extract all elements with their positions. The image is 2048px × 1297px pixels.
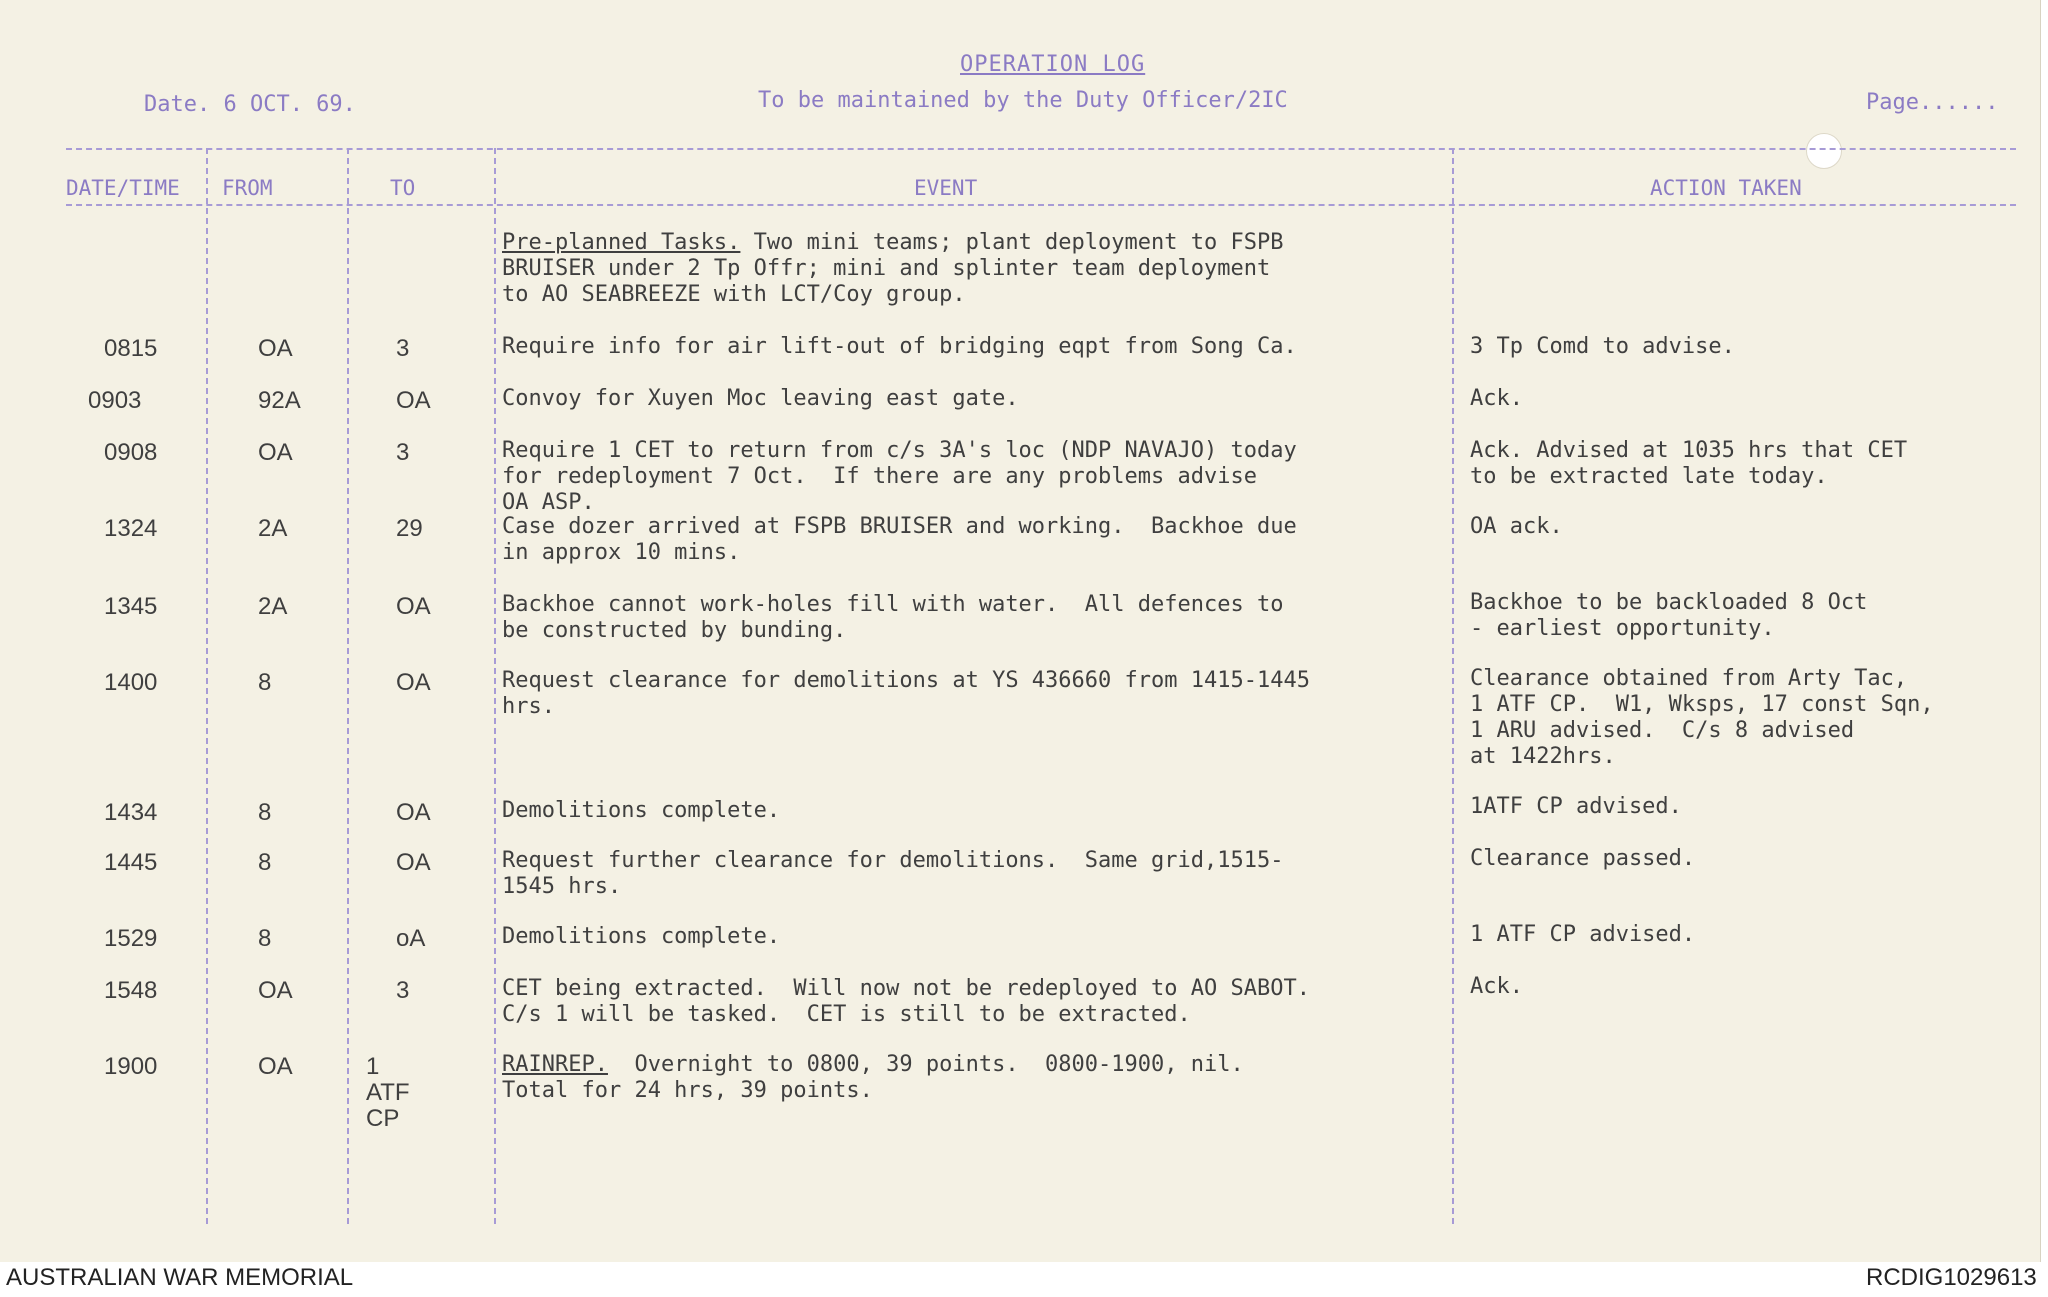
table-top-rule (66, 148, 2016, 150)
row-time: 1434 (104, 799, 158, 826)
col-divider-event (494, 148, 496, 1224)
row-event: Request clearance for demolitions at YS 436660 from 1415-1445 hrs. (502, 668, 1310, 719)
row-action: 1 ATF CP advised. (1470, 922, 1696, 947)
row-action: OA ack. (1470, 514, 1563, 539)
row-from: 8 (258, 849, 272, 876)
row-to: OA (396, 849, 431, 876)
header-from: FROM (222, 176, 273, 200)
row-from: 8 (258, 925, 272, 952)
row-action: Clearance passed. (1470, 846, 1696, 871)
event-heading: Pre-planned Tasks. (502, 230, 741, 255)
row-time: 1548 (104, 977, 158, 1004)
header-to: TO (390, 176, 416, 200)
col-divider-to (347, 148, 349, 1224)
row-to: oA (396, 925, 426, 952)
row-time: 1400 (104, 669, 158, 696)
row-time: 1900 (104, 1053, 158, 1080)
col-divider-from (206, 148, 208, 1224)
row-to: 3 (396, 439, 410, 466)
row-time: 0908 (104, 439, 158, 466)
row-from: OA (258, 1053, 293, 1080)
col-divider-action (1452, 148, 1454, 1224)
header-event: EVENT (914, 176, 978, 200)
row-to: OA (396, 669, 431, 696)
row-time: 1445 (104, 849, 158, 876)
row-to: 29 (396, 515, 423, 542)
row-from: 8 (258, 669, 272, 696)
row-to: 1 ATF CP (366, 1053, 410, 1132)
row-time: 1345 (104, 593, 158, 620)
row-event: Convoy for Xuyen Moc leaving east gate. (502, 386, 1019, 411)
row-event: Require info for air lift-out of bridging eqpt from Song Ca. (502, 334, 1297, 359)
row-action: Clearance obtained from Arty Tac, 1 ATF CP. W1, Wksps, 17 const Sqn, 1 ARU advised. C/s 8 advised at 1422hrs. (1470, 666, 1934, 769)
row-event (502, 1052, 1244, 1104)
row-to: OA (396, 799, 431, 826)
log-subtitle: To be maintained by the Duty Officer/2IC (758, 88, 1288, 113)
table-header-rule (66, 204, 2016, 206)
header-datetime: DATE/TIME (66, 176, 180, 200)
row-event: Backhoe cannot work-holes fill with water. All defences to be constructed by bunding. (502, 592, 1284, 643)
row-event: Require 1 CET to return from c/s 3A's loc (NDP NAVAJO) today for redeployment 7 Oct. If there are any problems advise OA ASP. (502, 438, 1297, 515)
row-action: Ack. Advised at 1035 hrs that CET to be extracted late today. (1470, 438, 1908, 489)
row-event: CET being extracted. Will now not be redeployed to AO SABOT. C/s 1 will be tasked. CET is still to be extracted. (502, 976, 1310, 1027)
row-from: OA (258, 335, 293, 362)
row-from: 8 (258, 799, 272, 826)
header-action: ACTION TAKEN (1650, 176, 1802, 200)
row-from: OA (258, 439, 293, 466)
row-time: 1529 (104, 925, 158, 952)
log-title: OPERATION LOG (960, 52, 1146, 77)
row-action: 3 Tp Comd to advise. (1470, 334, 1735, 359)
row-action: Backhoe to be backloaded 8 Oct - earliest opportunity. (1470, 590, 1868, 641)
row-event: Case dozer arrived at FSPB BRUISER and working. Backhoe due in approx 10 mins. (502, 514, 1297, 565)
row-from: 2A (258, 515, 288, 542)
table-row-event (502, 230, 1283, 308)
event-text: Two mini teams; plant deployment to FSPB BRUISER under 2 Tp Offr; mini and splinter team deployment to AO SEABREEZE with LCT/Coy group. (502, 230, 1284, 307)
row-action: 1ATF CP advised. (1470, 794, 1682, 819)
row-time: 1324 (104, 515, 158, 542)
punch-hole (1806, 133, 1842, 169)
row-event: Request further clearance for demolitions. Same grid,1515- 1545 hrs. (502, 848, 1284, 899)
log-date: Date. 6 OCT. 69. (144, 92, 356, 117)
row-event: Demolitions complete. (502, 924, 781, 949)
row-to: OA (396, 387, 431, 414)
event-text: Overnight to 0800, 39 points. 0800-1900, nil. Total for 24 hrs, 39 points. (502, 1052, 1244, 1103)
row-action: Ack. (1470, 386, 1523, 411)
row-to: 3 (396, 977, 410, 1004)
row-time: 0903 (88, 387, 142, 414)
row-from: 92A (258, 387, 301, 414)
row-time: 0815 (104, 335, 158, 362)
footer-archive-name: AUSTRALIAN WAR MEMORIAL (6, 1264, 354, 1291)
row-from: OA (258, 977, 293, 1004)
row-event: Demolitions complete. (502, 798, 781, 823)
row-to: 3 (396, 335, 410, 362)
row-from: 2A (258, 593, 288, 620)
row-action: Ack. (1470, 974, 1523, 999)
page-number: Page...... (1866, 90, 1999, 115)
footer-record-id: RCDIG1029613 (1866, 1264, 2037, 1291)
row-to: OA (396, 593, 431, 620)
event-heading: RAINREP. (502, 1052, 608, 1077)
